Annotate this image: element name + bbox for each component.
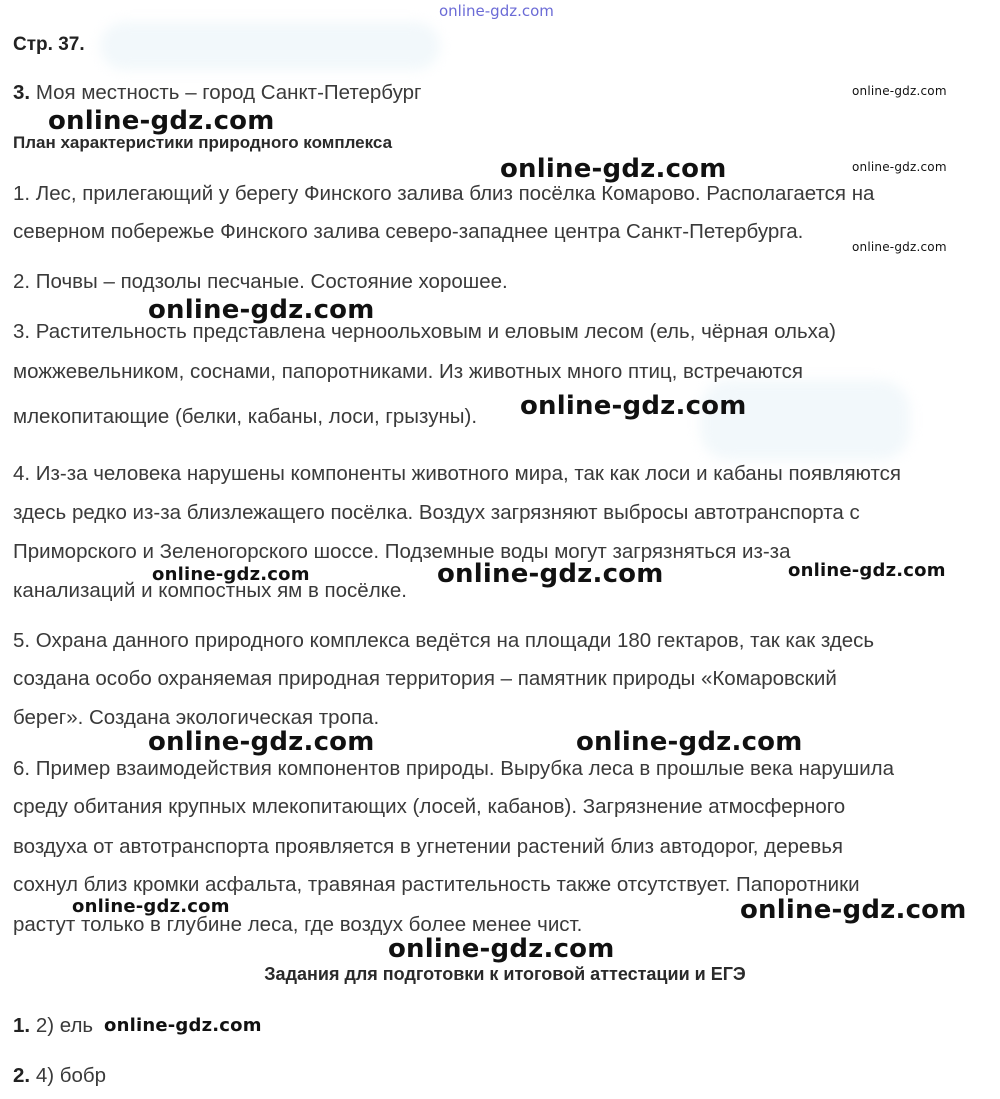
paragraph-5-line: 5. Охрана данного природного комплекса ведётся на площади 180 гектаров, так как здесь xyxy=(13,629,875,652)
paragraph-1-line: северном побережье Финского залива северо-западнее центра Санкт-Петербурга. xyxy=(13,220,804,243)
paragraph-6-line: сохнул близ кромки асфальта, травяная растительность также отсутствует. Папоротники xyxy=(13,873,860,896)
plan-heading: План характеристики природного комплекса xyxy=(13,133,393,152)
watermark: online-gdz.com xyxy=(500,154,727,184)
answer-2-number: 2. xyxy=(13,1064,31,1087)
paragraph-3-line: 3. Растительность представлена черноольховым и еловым лесом (ель, чёрная ольха) xyxy=(13,320,836,343)
paragraph-4-line: здесь редко из-за близлежащего посёлка. Воздух загрязняют выбросы автотранспорта с xyxy=(13,501,860,524)
watermark: online-gdz.com xyxy=(740,895,967,925)
task-3-text: Моя местность – город Санкт-Петербург xyxy=(35,81,422,104)
task-3-number: 3. xyxy=(13,81,31,104)
paragraph-5-line: берег». Создана экологическая тропа. xyxy=(13,706,380,729)
paragraph-6-line: растут только в глубине леса, где воздух более менее чист. xyxy=(13,913,583,936)
paragraph-2-line: 2. Почвы – подзолы песчаные. Состояние хорошее. xyxy=(13,270,508,293)
paragraph-4-line: канализаций и компостных ям в посёлке. xyxy=(13,579,407,602)
watermark: online-gdz.com xyxy=(388,934,615,964)
answer-2 xyxy=(13,1064,106,1088)
watermark: online-gdz.com xyxy=(852,84,947,98)
task-3-line xyxy=(13,81,422,105)
paragraph-4-line: 4. Из-за человека нарушены компоненты животного мира, так как лоси и кабаны появляются xyxy=(13,462,901,485)
blur-patch xyxy=(100,22,440,70)
paragraph-5-line: создана особо охраняемая природная территория – памятник природы «Комаровский xyxy=(13,667,837,690)
watermark: online-gdz.com xyxy=(520,391,747,421)
watermark: online-gdz.com xyxy=(152,564,310,585)
answer-2-text: 4) бобр xyxy=(35,1064,107,1087)
paragraph-3-line: млекопитающие (белки, кабаны, лоси, грызуны). xyxy=(13,405,478,428)
answer-1-text: 2) ель xyxy=(35,1014,94,1037)
paragraph-4-line: Приморского и Зеленогорского шоссе. Подземные воды могут загрязняться из-за xyxy=(13,540,791,563)
watermark: online-gdz.com xyxy=(48,106,275,136)
paragraph-6-line: 6. Пример взаимодействия компонентов природы. Вырубка леса в прошлые века нарушила xyxy=(13,757,895,780)
watermark: online-gdz.com xyxy=(148,727,375,757)
watermark: online-gdz.com xyxy=(852,240,947,254)
watermark: online-gdz.com xyxy=(788,560,946,581)
paragraph-3-line: можжевельником, соснами, папоротниками. Из животных много птиц, встречаются xyxy=(13,360,803,383)
watermark: online-gdz.com xyxy=(576,727,803,757)
watermark: online-gdz.com xyxy=(437,559,664,589)
paragraph-6-line: воздуха от автотранспорта проявляется в угнетении растений близ автодорог, деревья xyxy=(13,835,843,858)
watermark-top: online-gdz.com xyxy=(439,2,554,20)
answer-1-number: 1. xyxy=(13,1014,31,1037)
paragraph-6-line: среду обитания крупных млекопитающих (лосей, кабанов). Загрязнение атмосферного xyxy=(13,795,846,818)
watermark: online-gdz.com xyxy=(148,295,375,325)
watermark: online-gdz.com xyxy=(104,1015,262,1036)
exam-heading: Задания для подготовки к итоговой аттестации и ЕГЭ xyxy=(264,964,746,984)
watermark: online-gdz.com xyxy=(852,160,947,174)
answer-1 xyxy=(13,1014,93,1038)
page-reference: Стр. 37. xyxy=(13,34,85,55)
watermark: online-gdz.com xyxy=(72,896,230,917)
paragraph-1-line: 1. Лес, прилегающий у берегу Финского залива близ посёлка Комарово. Располагается на xyxy=(13,182,875,205)
